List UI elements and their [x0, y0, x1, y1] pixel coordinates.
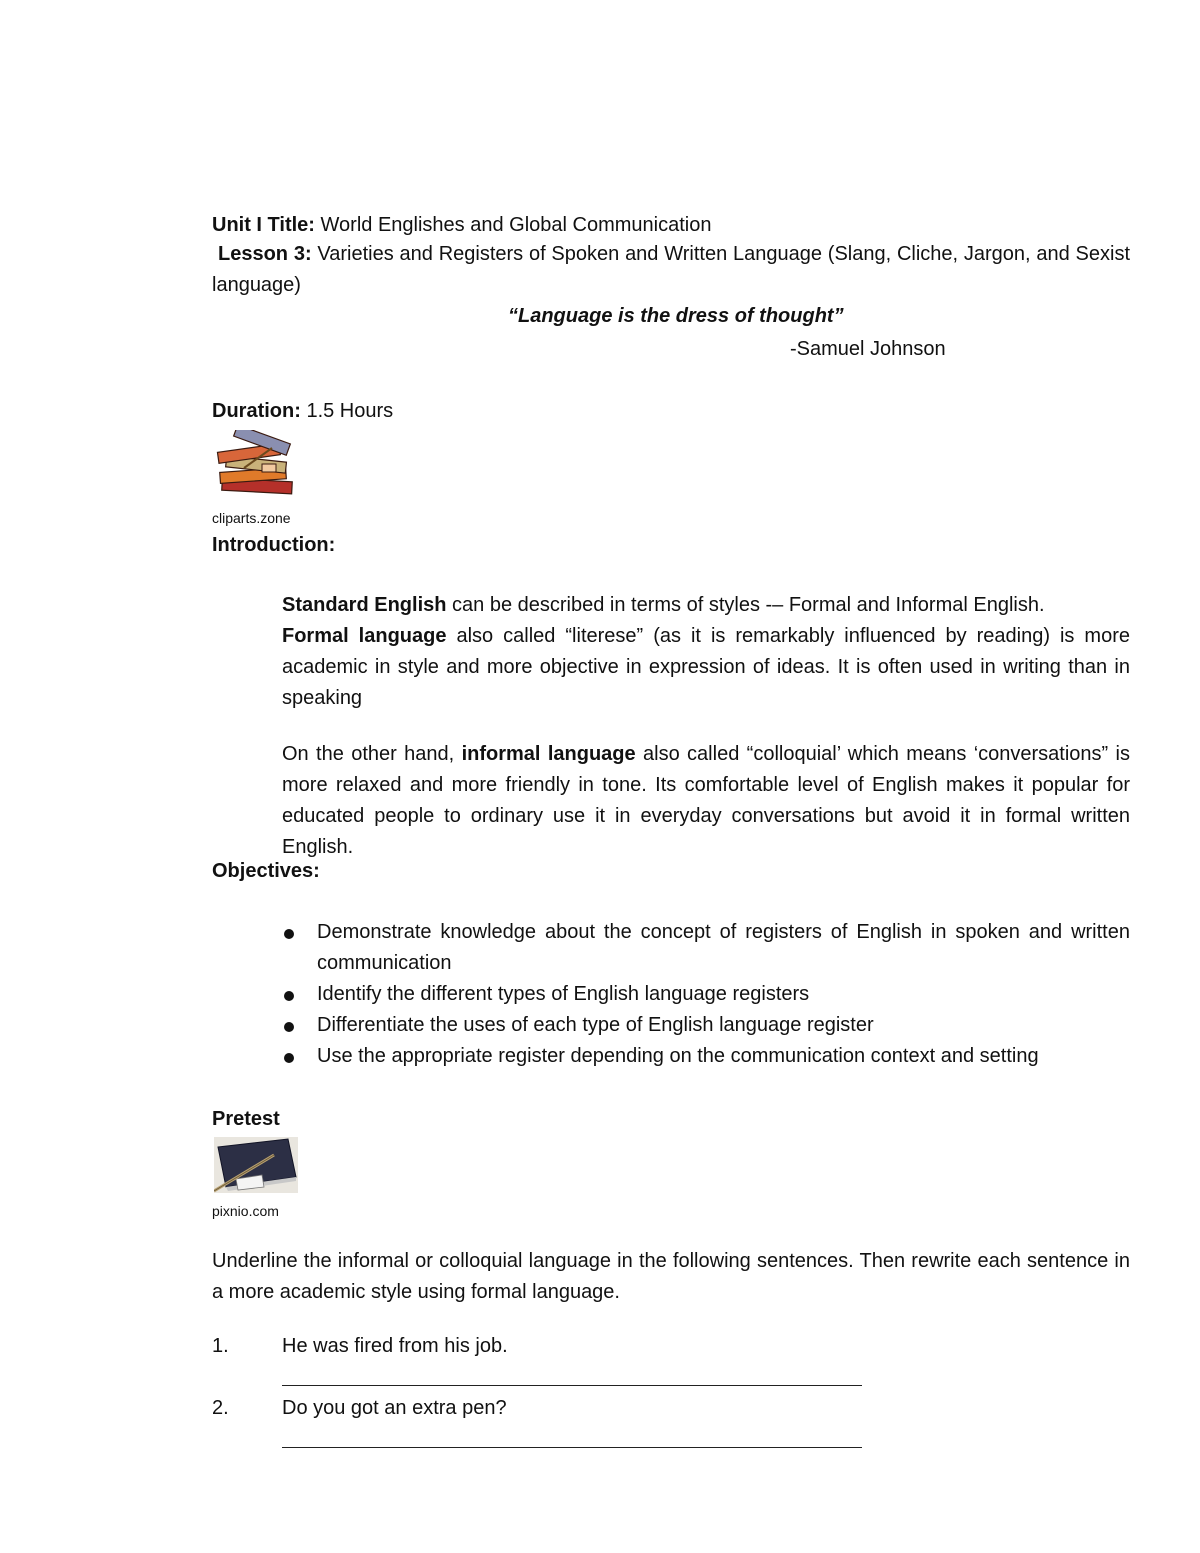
objective-text: Use the appropriate register depending on the communication context and setting: [317, 1045, 1039, 1067]
question-1-text: He was fired from his job.: [282, 1335, 508, 1357]
intro-paragraph-2: [282, 621, 1130, 714]
unit-label: Unit I Title:: [212, 214, 315, 236]
objective-text: Identify the different types of English language registers: [317, 983, 810, 1005]
lesson-title: Varieties and Registers of Spoken and Written Language (Slang, Cliche, Jargon, and Sexist language): [212, 243, 1131, 296]
objective-text: Demonstrate knowledge about the concept of registers of English in spoken and written communication: [317, 921, 1130, 974]
intro-paragraph-1: [282, 590, 1130, 621]
intro-paragraph-2-text: also called “literese” (as it is remarkably influenced by reading) is more academic in style and more objective in expression of ideas. It is often used in writing than in speaking: [282, 625, 1130, 709]
duration-line: [212, 399, 393, 423]
lesson-title-line: [212, 239, 1130, 301]
pretest-heading: Pretest: [212, 1108, 280, 1130]
books-icon: [214, 430, 298, 500]
quote-author: -Samuel Johnson: [790, 338, 946, 360]
unit-title-line: [212, 213, 711, 237]
answer-line-2[interactable]: [282, 1447, 862, 1448]
duration-label: Duration:: [212, 400, 301, 422]
bullet-icon: [284, 929, 294, 939]
list-item: [282, 1041, 1130, 1072]
notebook-credit: pixnio.com: [212, 1203, 279, 1219]
informal-language-term: informal language: [461, 743, 636, 765]
list-item: [282, 1010, 1130, 1041]
intro-paragraph-3-start: On the other hand,: [282, 743, 462, 765]
objective-text: Differentiate the uses of each type of English language register: [317, 1014, 874, 1036]
list-item: [282, 917, 1130, 979]
answer-line-1[interactable]: [282, 1385, 862, 1386]
bullet-icon: [284, 1022, 294, 1032]
objectives-list: [282, 917, 1130, 1072]
question-1-number: 1.: [212, 1335, 229, 1357]
quote: “Language is the dress of thought”: [508, 305, 844, 327]
bullet-icon: [284, 1053, 294, 1063]
introduction-heading: Introduction:: [212, 534, 336, 556]
pretest-instructions: Underline the informal or colloquial language in the following sentences. Then rewrite each sentence in a more academic style using formal language.: [212, 1250, 1130, 1303]
books-credit: cliparts.zone: [212, 510, 291, 526]
unit-title: World Englishes and Global Communication: [314, 214, 712, 236]
duration-value: 1.5 Hours: [300, 400, 394, 422]
objectives-heading: Objectives:: [212, 860, 320, 882]
question-2-text: Do you got an extra pen?: [282, 1397, 507, 1419]
bullet-icon: [284, 991, 294, 1001]
formal-language-term: Formal language: [282, 625, 447, 647]
intro-paragraph-3-text: also called “colloquial’ which means ‘conversations” is more relaxed and more friendly in tone. Its comfortable level of English makes it popular for educated people to ordinary use it in everyday conversations but avoid it in formal written English.: [282, 743, 1130, 858]
question-2-number: 2.: [212, 1397, 229, 1419]
intro-paragraph-1-text: can be described in terms of styles -– Formal and Informal English.: [446, 594, 1045, 616]
list-item: [282, 979, 1130, 1010]
notebook-pen-icon: [214, 1137, 298, 1193]
intro-paragraph-3: [282, 739, 1130, 863]
standard-english-term: Standard English: [282, 594, 447, 616]
lesson-label: Lesson 3:: [218, 243, 312, 265]
